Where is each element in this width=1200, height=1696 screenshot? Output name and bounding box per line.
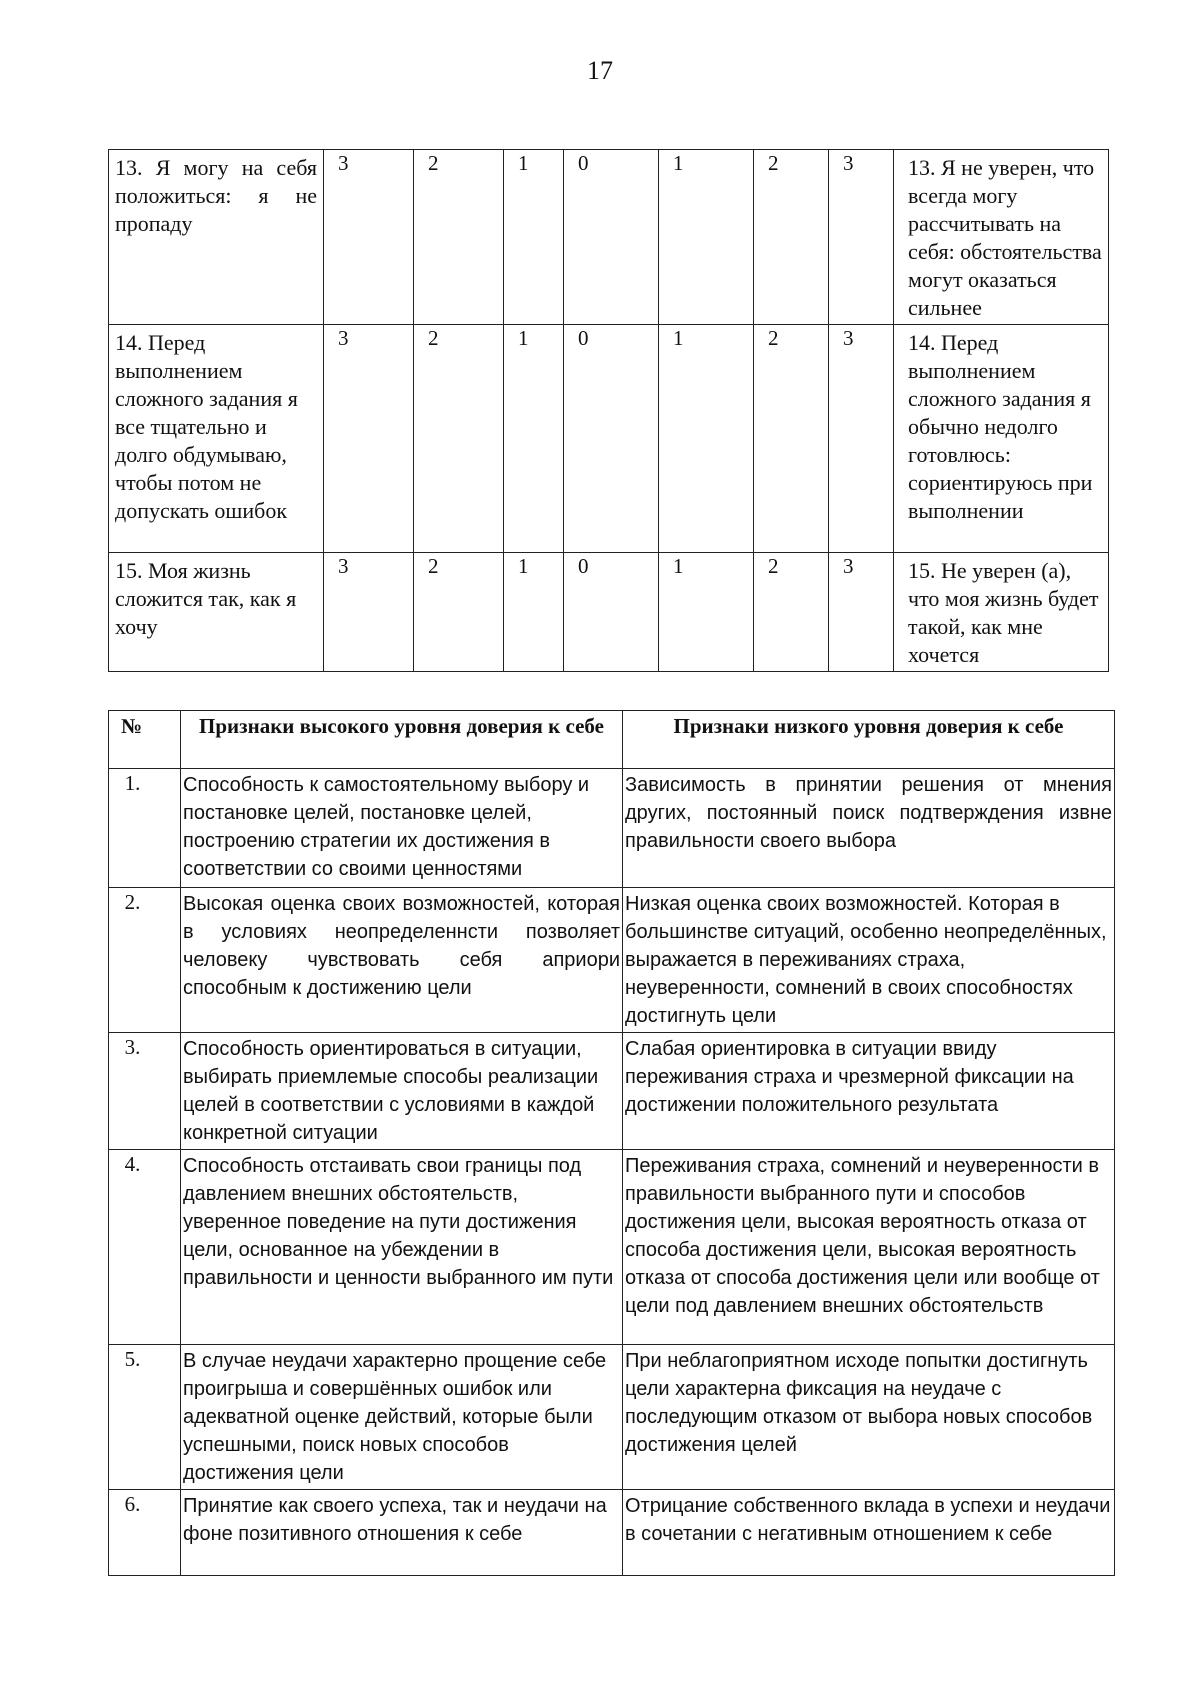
row-number: 1. <box>109 769 181 888</box>
scale-value: 2 <box>754 150 829 325</box>
high-level-sign: Способность отстаивать свои границы под давлением внешних обстоятельств, уверенное поведение на пути достижения цели, основанное на убеждении в правильности и ценности выбранного им пути <box>181 1150 623 1345</box>
row-number: 6. <box>109 1490 181 1576</box>
low-level-sign: Слабая ориентировка в ситуации ввиду переживания страха и чрезмерной фиксации на достижении положительного результата <box>623 1033 1115 1150</box>
scale-table <box>108 149 1109 672</box>
comparison-row <box>109 1150 1115 1345</box>
comparison-row <box>109 1345 1115 1490</box>
statement-positive: 14. Перед выполнением сложного задания я все тщательно и долго обдумываю, чтобы потом не допускать ошибок <box>109 325 324 553</box>
scale-value: 2 <box>754 325 829 553</box>
scale-value: 3 <box>829 325 894 553</box>
low-level-sign: При неблагоприятном исходе попытки достигнуть цели характерна фиксация на неудаче с последующим отказом от выбора новых способов достижения целей <box>623 1345 1115 1490</box>
comparison-row <box>109 1033 1115 1150</box>
statement-negative: 14. Перед выполнением сложного задания я обычно недолго готовлюсь: сориентируюсь при выполнении <box>894 325 1109 553</box>
row-number: 4. <box>109 1150 181 1345</box>
scale-value: 3 <box>324 150 414 325</box>
comparison-row <box>109 1490 1115 1576</box>
scale-row <box>109 553 1109 672</box>
scale-value: 2 <box>414 325 504 553</box>
comparison-table <box>108 710 1115 1576</box>
header-high-level: Признаки высокого уровня доверия к себе <box>181 711 623 769</box>
statement-negative: 13. Я не уверен, что всегда могу рассчитывать на себя: обстоятельства могут оказаться сильнее <box>894 150 1109 325</box>
statement-positive: 13. Я могу на себя положиться: я не пропаду <box>109 150 324 325</box>
scale-value: 0 <box>564 325 659 553</box>
high-level-sign: Способность к самостоятельному выбору и постановке целей, постановке целей, построению стратегии их достижения в соответствии со своими ценностями <box>181 769 623 888</box>
low-level-sign: Переживания страха, сомнений и неуверенности в правильности выбранного пути и способов достижения цели, высокая вероятность отказа от способа достижения цели, высокая вероятность отказа от способа достижения цели или вообще от цели под давлением внешних обстоятельств <box>623 1150 1115 1345</box>
scale-row <box>109 325 1109 553</box>
high-level-sign: Высокая оценка своих возможностей, которая в условиях неопределеннсти позволяет человеку чувствовать себя априори способным к достижению цели <box>181 888 623 1033</box>
high-level-sign: Принятие как своего успеха, так и неудачи на фоне позитивного отношения к себе <box>181 1490 623 1576</box>
scale-value: 1 <box>659 553 754 672</box>
scale-value: 1 <box>504 553 564 672</box>
row-number: 5. <box>109 1345 181 1490</box>
header-low-level: Признаки низкого уровня доверия к себе <box>623 711 1115 769</box>
scale-value: 0 <box>564 150 659 325</box>
scale-value: 3 <box>829 553 894 672</box>
scale-value: 0 <box>564 553 659 672</box>
row-number: 2. <box>109 888 181 1033</box>
scale-value: 3 <box>829 150 894 325</box>
header-number: № <box>109 711 181 769</box>
low-level-sign: Зависимость в принятии решения от мнения других, постоянный поиск подтверждения извне правильности своего выбора <box>623 769 1115 888</box>
low-level-sign: Низкая оценка своих возможностей. Которая в большинстве ситуаций, особенно неопределённых, выражается в переживаниях страха, неуверенности, сомнений в своих способностях достигнуть цели <box>623 888 1115 1033</box>
scale-value: 3 <box>324 325 414 553</box>
high-level-sign: В случае неудачи характерно прощение себе проигрыша и совершённых ошибок или адекватной оценке действий, которые были успешными, поиск новых способов достижения цели <box>181 1345 623 1490</box>
scale-value: 3 <box>324 553 414 672</box>
comparison-row <box>109 888 1115 1033</box>
low-level-sign: Отрицание собственного вклада в успехи и неудачи в сочетании с негативным отношением к себе <box>623 1490 1115 1576</box>
scale-value: 2 <box>414 150 504 325</box>
scale-value: 1 <box>659 325 754 553</box>
statement-positive: 15. Моя жизнь сложится так, как я хочу <box>109 553 324 672</box>
scale-row <box>109 150 1109 325</box>
high-level-sign: Способность ориентироваться в ситуации, выбирать приемлемые способы реализации целей в соответствии с условиями в каждой конкретной ситуации <box>181 1033 623 1150</box>
statement-negative: 15. Не уверен (а), что моя жизнь будет такой, как мне хочется <box>894 553 1109 672</box>
scale-value: 1 <box>504 150 564 325</box>
comparison-row <box>109 769 1115 888</box>
scale-value: 1 <box>504 325 564 553</box>
comparison-header-row <box>109 711 1115 769</box>
scale-value: 1 <box>659 150 754 325</box>
row-number: 3. <box>109 1033 181 1150</box>
page-number: 17 <box>587 56 613 85</box>
scale-value: 2 <box>754 553 829 672</box>
scale-value: 2 <box>414 553 504 672</box>
